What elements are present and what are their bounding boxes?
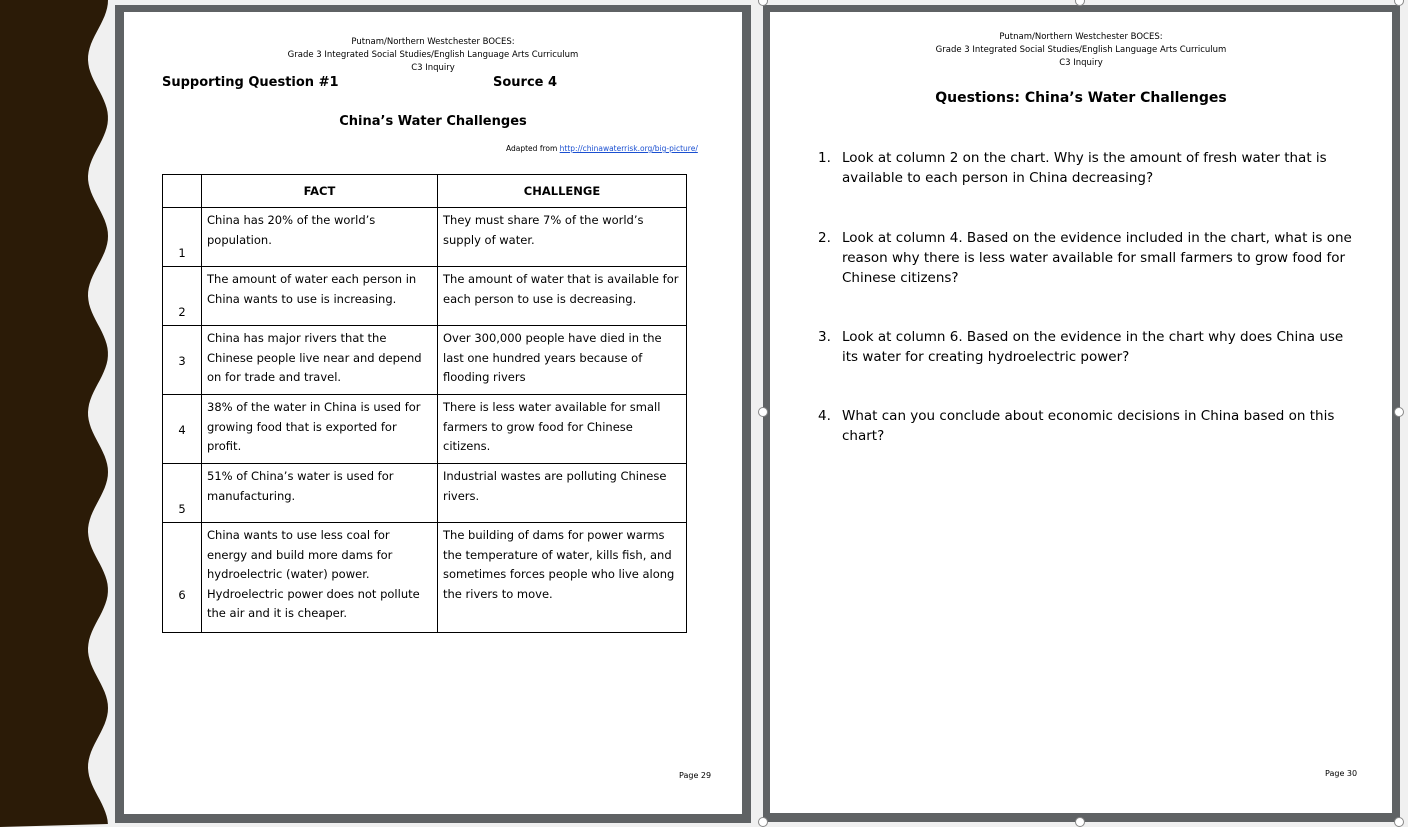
question-text: Look at column 6. Based on the evidence in the chart why does China use its water for creating hydroelectric power?	[842, 329, 1344, 365]
question-item	[818, 406, 1358, 446]
question-item	[818, 327, 1358, 367]
resize-handle-bottom-right[interactable]	[1394, 817, 1404, 827]
wavy-border-decoration	[0, 0, 118, 827]
page-header	[770, 31, 1392, 70]
header-line: Grade 3 Integrated Social Studies/English Language Arts Curriculum	[287, 50, 579, 60]
question-number: 3.	[818, 329, 831, 345]
table-header-row	[163, 175, 687, 208]
question-item	[818, 148, 1358, 188]
header-line: C3 Inquiry	[411, 63, 455, 73]
resize-handle-bottom[interactable]	[1075, 817, 1085, 827]
question-text: Look at column 4. Based on the evidence included in the chart, what is one reason why there is less water available for small farmers to grow food for Chinese citizens?	[842, 230, 1352, 286]
challenge-cell: Industrial wastes are polluting Chinese rivers.	[438, 464, 687, 523]
row-number: 3	[163, 326, 202, 395]
header-line: Grade 3 Integrated Social Studies/English Language Arts Curriculum	[935, 45, 1227, 55]
water-challenges-table	[162, 174, 687, 633]
table-row	[163, 395, 687, 464]
header-line: C3 Inquiry	[1059, 58, 1103, 68]
fact-cell: China wants to use less coal for energy and build more dams for hydroelectric (water) power. Hydroelectric power does not pollute the air and it is cheaper.	[202, 523, 438, 633]
adapted-from-note	[506, 144, 698, 153]
supporting-question-label: Supporting Question #1	[162, 75, 339, 90]
challenge-cell: The building of dams for power warms the temperature of water, kills fish, and sometimes forces people who live along the rivers to move.	[438, 523, 687, 633]
challenge-cell: There is less water available for small farmers to grow food for Chinese citizens.	[438, 395, 687, 464]
table-row	[163, 464, 687, 523]
fact-cell: The amount of water each person in China wants to use is increasing.	[202, 267, 438, 326]
question-item	[818, 228, 1358, 288]
resize-handle-right[interactable]	[1394, 407, 1404, 417]
question-number: 4.	[818, 408, 831, 424]
row-number: 4	[163, 395, 202, 464]
table-row	[163, 523, 687, 633]
table-row	[163, 208, 687, 267]
resize-handle-bottom-left[interactable]	[758, 817, 768, 827]
table-row	[163, 326, 687, 395]
table-header-number	[163, 175, 202, 208]
fact-cell: China has 20% of the world’s population.	[202, 208, 438, 267]
source-label: Source 4	[493, 75, 558, 90]
header-line: Putnam/Northern Westchester BOCES:	[351, 37, 515, 47]
table-header-fact: FACT	[202, 175, 438, 208]
question-text: Look at column 2 on the chart. Why is the amount of fresh water that is available to each person in China decreasing?	[842, 150, 1327, 186]
question-number: 2.	[818, 230, 831, 246]
row-number: 5	[163, 464, 202, 523]
page-header	[124, 36, 742, 75]
fact-cell: 51% of China’s water is used for manufacturing.	[202, 464, 438, 523]
resize-handle-left[interactable]	[758, 407, 768, 417]
resize-handle-top-right[interactable]	[1394, 0, 1404, 6]
challenge-cell: They must share 7% of the world’s supply of water.	[438, 208, 687, 267]
source-link[interactable]: http://chinawaterrisk.org/big-picture/	[559, 144, 698, 153]
page-number: Page 29	[679, 771, 712, 780]
row-number: 1	[163, 208, 202, 267]
document-page-29	[124, 12, 742, 814]
question-number: 1.	[818, 150, 831, 166]
document-page-30	[770, 12, 1392, 813]
table-row	[163, 267, 687, 326]
page-title: China’s Water Challenges	[339, 114, 527, 129]
adapted-prefix: Adapted from	[506, 144, 560, 153]
fact-cell: China has major rivers that the Chinese people live near and depend on for trade and travel.	[202, 326, 438, 395]
question-text: What can you conclude about economic decisions in China based on this chart?	[842, 408, 1335, 444]
challenge-cell: The amount of water that is available for each person to use is decreasing.	[438, 267, 687, 326]
header-line: Putnam/Northern Westchester BOCES:	[999, 32, 1163, 42]
fact-cell: 38% of the water in China is used for growing food that is exported for profit.	[202, 395, 438, 464]
questions-title: Questions: China’s Water Challenges	[935, 90, 1227, 106]
row-number: 2	[163, 267, 202, 326]
table-header-challenge: CHALLENGE	[438, 175, 687, 208]
challenge-cell: Over 300,000 people have died in the last one hundred years because of flooding rivers	[438, 326, 687, 395]
page-number: Page 30	[1325, 769, 1358, 778]
row-number: 6	[163, 523, 202, 633]
